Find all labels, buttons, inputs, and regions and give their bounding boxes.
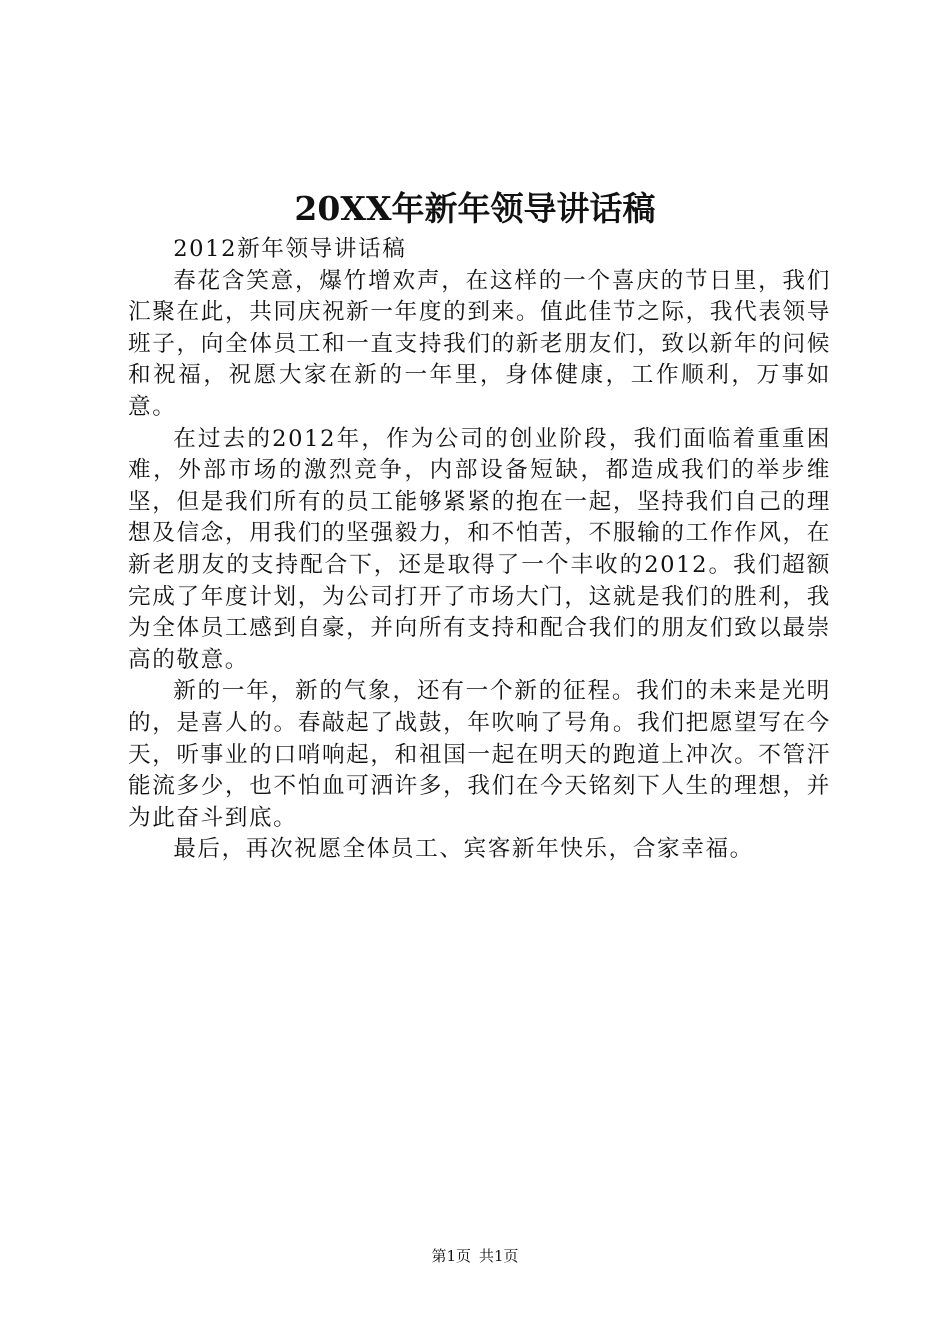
paragraph-review: 在过去的2012年，作为公司的创业阶段，我们面临着重重困难，外部市场的激烈竞争，内部设备短缺，都造成我们的举步维坚，但是我们所有的员工能够紧紧的抱在一起，坚持我们自己的理想及信念，用我们的坚强毅力，和不怕苦，不服输的工作作风，在新老朋友的支持配合下，还是取得了一个丰收的2012。我们超额完成了年度计划，为公司打开了市场大门，这就是我们的胜利，我为全体员工感到自豪，并向所有支持和配合我们的朋友们致以最崇高的敬意。 [128,425,831,673]
document-title: 20XX年新年领导讲话稿 [294,189,656,228]
page-footer [0,1245,950,1267]
paragraph-outlook: 新的一年，新的气象，还有一个新的征程。我们的未来是光明的，是喜人的。春敲起了战鼓，年吹响了号角。我们把愿望写在今天，听事业的口哨响起，和祖国一起在明天的跑道上冲次。不管汗能流多少，也不怕血可洒许多，我们在今天铭刻下人生的理想，并为此奋斗到底。 [128,678,831,831]
page-total: 共1页 [479,1247,519,1265]
document-body [128,234,831,866]
paragraph-greeting: 春花含笑意，爆竹增欢声，在这样的一个喜庆的节日里，我们汇聚在此，共同庆祝新一年度的到来。值此佳节之际，我代表领导班子，向全体员工和一直支持我们的新老朋友们，致以新年的问候和祝福，祝愿大家在新的一年里，身体健康，工作顺利，万事如意。 [128,267,831,420]
page-number: 第1页 [431,1247,471,1265]
paragraph-closing: 最后，再次祝愿全体员工、宾客新年快乐，合家幸福。 [173,836,754,863]
paragraph-subtitle: 2012新年领导讲话稿 [173,236,407,262]
